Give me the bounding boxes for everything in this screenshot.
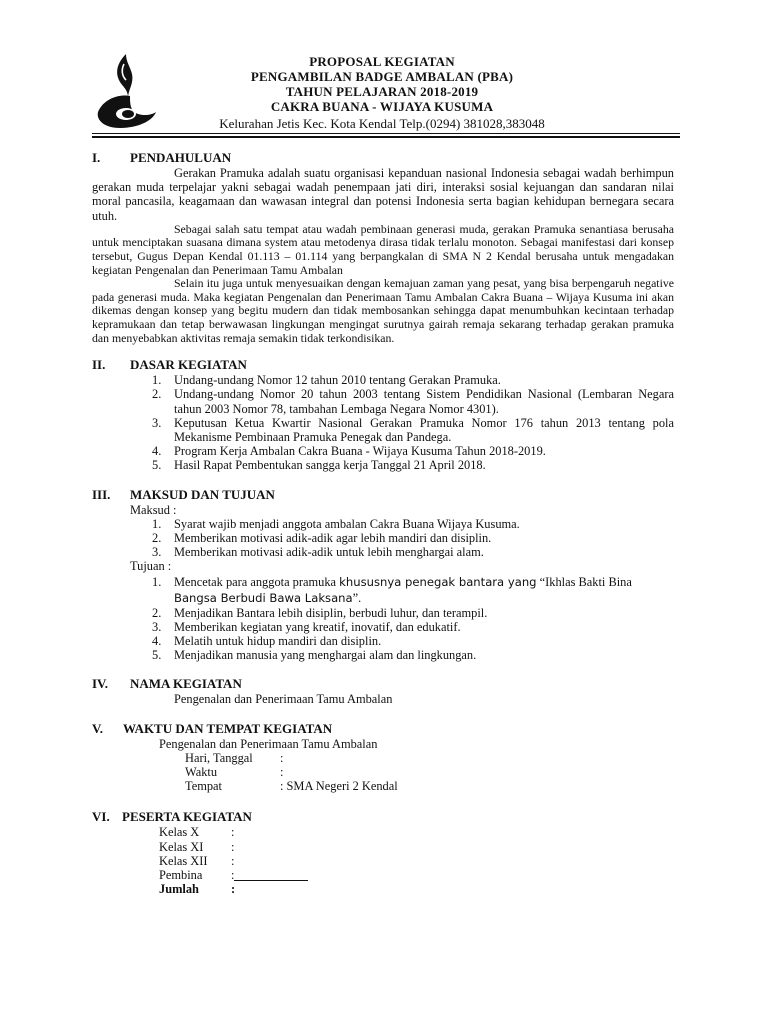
- paragraph: Selain itu juga untuk menyesuaikan dengan kemajuan zaman yang pesat, yang bisa berpengaruh negative pada generasi muda. Maka kegiatan Pengenalan dan Penerimaan Tamu Ambalan Cakra Buana – Wijaya Kusuma ini akan dikemas dengan konsep yang begitu mudern dan tidak membosankan sehingga dapat menumbuhkan kecintaan terhadap kepramukaan dan tetap berwawasan lingkungan mengingat surutnya gairah remaja sekarang terhadap gerakan pramuka dan menyebabkan aktivitas remaja semakin tidak terkondisikan.: [92, 276, 674, 345]
- tujuan-list: [92, 574, 674, 663]
- document-body: [92, 150, 674, 896]
- header-title-4: CAKRA BUANA - WIJAYA KUSUMA: [270, 99, 494, 114]
- section-heading: [92, 150, 674, 166]
- section-heading: [92, 809, 674, 825]
- section-heading: [92, 487, 674, 503]
- header-divider-thick: [92, 136, 680, 138]
- section-title: PESERTA KEGIATAN: [122, 809, 252, 825]
- list-item: 3. Memberikan motivasi adik-adik untuk lebih menghargai alam.: [152, 545, 484, 560]
- peserta-row: Kelas XII :: [159, 853, 235, 868]
- list-item: 5. Menjadikan manusia yang menghargai alam dan lingkungan.: [152, 648, 477, 663]
- document-header: [172, 54, 592, 132]
- list-item: 1. Mencetak para anggota pramuka khususnya penegak bantara yang “Ikhlas Bakti Bina Bangsa Berbudi Bawa Laksana”.: [152, 574, 632, 605]
- section-title: NAMA KEGIATAN: [130, 676, 242, 692]
- header-title-2: PENGAMBILAN BADGE AMBALAN (PBA): [250, 69, 514, 84]
- detail-row: Hari, Tanggal :: [185, 750, 284, 765]
- section-maksud-tujuan: [92, 487, 674, 663]
- dasar-list: [92, 373, 674, 472]
- nama-kegiatan-value: Pengenalan dan Penerimaan Tamu Ambalan: [174, 692, 393, 707]
- section-title: MAKSUD DAN TUJUAN: [130, 486, 275, 502]
- peserta-total-row: Jumlah :: [159, 882, 236, 897]
- section-waktu-tempat: [92, 721, 674, 794]
- maksud-label: Maksud :: [130, 502, 177, 517]
- section-number: IV.: [92, 676, 109, 692]
- tunas-kelapa-logo: [90, 50, 162, 130]
- header-title-1: PROPOSAL KEGIATAN: [309, 54, 455, 69]
- section-heading: [92, 676, 674, 692]
- paragraph: Sebagai salah satu tempat atau wadah pembinaan generasi muda, gerakan Pramuka senantiasa berusaha untuk menciptakan suasana dimana system atau metodenya dirasa tidak terlalu monoton. Sebagai manifestasi dari konsep tersebut, Gugus Depan Kendal 01.113 – 01.114 yang berpangkalan di SMA N 2 Kendal berusaha untuk mengadakan kegiatan Pengenalan dan Penerimaan Tamu Ambalan: [92, 221, 674, 277]
- section-peserta: [92, 809, 674, 896]
- peserta-row: Kelas XI :: [159, 839, 235, 854]
- section-title: DASAR KEGIATAN: [130, 357, 247, 373]
- section-heading: [92, 721, 674, 737]
- list-item: 3. Keputusan Ketua Kwartir Nasional Gerakan Pramuka Nomor 176 tahun 2013 tentang pola Mekanisme Pembinaan Pramuka Penegak dan Pandega.: [152, 415, 674, 444]
- detail-row: Waktu :: [185, 765, 284, 780]
- paragraph: Gerakan Pramuka adalah suatu organisasi kepanduan nasional Indonesia sebagai wadah berhimpun gerakan muda terpelajar yakni sebagai wadah penempaan jati diri, interaksi sosial kejuangan dan sandaran nilai moral pancasila, keagamaan dan wawasan integral dan potensi Indonesia serta bagian kehidupan bernegara secara utuh.: [92, 166, 674, 223]
- section-heading: [92, 357, 674, 373]
- peserta-row: Kelas X :: [159, 825, 235, 840]
- list-item: 5. Hasil Rapat Pembentukan sangga kerja Tanggal 21 April 2018.: [152, 458, 486, 473]
- list-item: 3. Memberikan kegiatan yang kreatif, inovatif, dan edukatif.: [152, 619, 461, 634]
- peserta-row: Pembina :: [159, 868, 674, 882]
- list-item: 4. Program Kerja Ambalan Cakra Buana - Wijaya Kusuma Tahun 2018-2019.: [152, 444, 546, 459]
- section-number: V.: [92, 720, 103, 736]
- maksud-list: [92, 517, 674, 560]
- list-item: 1. Syarat wajib menjadi anggota ambalan Cakra Buana Wijaya Kusuma.: [152, 516, 520, 531]
- list-item: 2. Undang-undang Nomor 20 tahun 2003 tentang Sistem Pendidikan Nasional (Lembaran Negara tahun 2003 Nomor 78, tambahan Lembaga Negara Nomor 4301).: [152, 387, 674, 416]
- list-item: 2. Memberikan motivasi adik-adik agar lebih mandiri dan disiplin.: [152, 530, 492, 545]
- header-title-3: TAHUN PELAJARAN 2018-2019: [285, 84, 479, 99]
- section-pendahuluan: [92, 150, 674, 345]
- peserta-list: [92, 825, 674, 896]
- section-number: III.: [92, 486, 111, 502]
- section-number: I.: [92, 150, 101, 165]
- section-title: PENDAHULUAN: [130, 150, 232, 165]
- waktu-tempat-details: [92, 751, 674, 794]
- section-title: WAKTU DAN TEMPAT KEGIATAN: [123, 720, 333, 736]
- list-item: 1. Undang-undang Nomor 12 tahun 2010 tentang Gerakan Pramuka.: [152, 373, 501, 388]
- section-number: II.: [92, 357, 106, 373]
- sum-underline: [234, 868, 308, 881]
- header-address: Kelurahan Jetis Kec. Kota Kendal Telp.(0294) 381028,383048: [219, 116, 545, 131]
- detail-row: Tempat : SMA Negeri 2 Kendal: [185, 779, 398, 794]
- tujuan-label: Tujuan :: [130, 559, 172, 574]
- section-nama-kegiatan: [92, 676, 674, 706]
- list-item: 2. Menjadikan Bantara lebih disiplin, berbudi luhur, dan terampil.: [152, 605, 488, 620]
- list-item: 4. Melatih untuk hidup mandiri dan disiplin.: [152, 634, 382, 648]
- section-number: VI.: [92, 809, 110, 825]
- header-divider-thin: [92, 133, 680, 134]
- waktu-tempat-intro: Pengenalan dan Penerimaan Tamu Ambalan: [159, 736, 378, 751]
- section-dasar-kegiatan: [92, 357, 674, 472]
